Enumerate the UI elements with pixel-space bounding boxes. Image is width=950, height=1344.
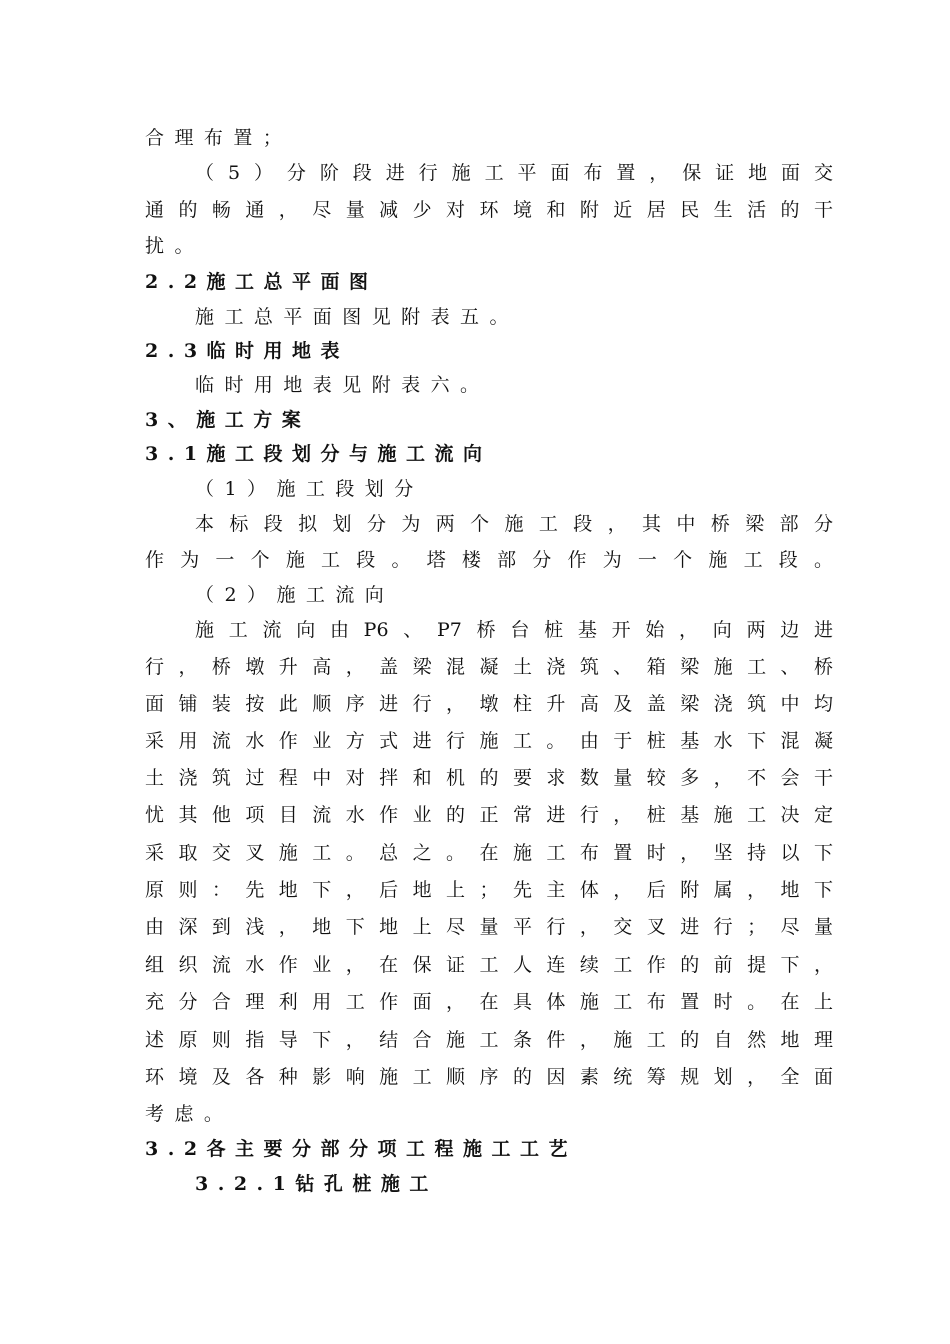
paragraph-line: 土浇筑过程中对拌和机的要求数量较多，不会干 bbox=[145, 767, 833, 789]
paragraph-line: 考虑。 bbox=[145, 1103, 234, 1125]
text-line: 合理布置； bbox=[145, 127, 293, 149]
paragraph-line: 采用流水作业方式进行施工。由于桩基水下混凝 bbox=[145, 730, 833, 752]
paragraph-line: 组织流水作业，在保证工人连续工作的前提下， bbox=[145, 954, 833, 976]
paragraph-line: 述原则指导下，结合施工条件，施工的自然地理 bbox=[145, 1029, 833, 1051]
paragraph-line: （5）分阶段进行施工平面布置，保证地面交 bbox=[195, 162, 833, 184]
paragraph-line: 充分合理利用工作面，在具体施工布置时。在上 bbox=[145, 991, 833, 1013]
paragraph-line: 通的畅通，尽量减少对环境和附近居民生活的干 bbox=[145, 199, 833, 221]
paragraph-line: 施工流向由P6、P7桥台桩基开始，向两边进 bbox=[195, 619, 833, 641]
section-heading: 3.2各主要分部分项工程施工工艺 bbox=[145, 1138, 578, 1160]
paragraph-line: 本标段拟划分为两个施工段，其中桥梁部分 bbox=[195, 513, 833, 535]
paragraph-line: 原则：先地下，后地上；先主体，后附属，地下 bbox=[145, 879, 833, 901]
chapter-heading: 3、施工方案 bbox=[145, 409, 311, 431]
paragraph-line: 施工总平面图见附表五。 bbox=[195, 306, 519, 328]
paragraph-line: 扰。 bbox=[145, 235, 204, 257]
paragraph-line: 环境及各种影响施工顺序的因素统筹规划，全面 bbox=[145, 1066, 833, 1088]
paragraph-line: 由深到浅，地下地上尽量平行，交叉进行；尽量 bbox=[145, 916, 833, 938]
paragraph-line: 临时用地表见附表六。 bbox=[195, 374, 490, 396]
paragraph-line: 面铺装按此顺序进行，墩柱升高及盖梁浇筑中均 bbox=[145, 693, 833, 715]
subsection-heading: （1）施工段划分 bbox=[195, 478, 424, 500]
subsection-heading: 3.2.1钻孔桩施工 bbox=[195, 1173, 438, 1195]
section-heading: 2.3临时用地表 bbox=[145, 340, 350, 362]
section-heading: 2.2施工总平面图 bbox=[145, 271, 378, 293]
section-heading: 3.1施工段划分与施工流向 bbox=[145, 443, 492, 465]
paragraph-line: 行，桥墩升高，盖梁混凝土浇筑、箱梁施工、桥 bbox=[145, 656, 833, 678]
subsection-heading: （2）施工流向 bbox=[195, 584, 395, 606]
paragraph-line: 作为一个施工段。塔楼部分作为一个施工段。 bbox=[145, 549, 833, 571]
paragraph-line: 采取交叉施工。总之。在施工布置时，坚持以下 bbox=[145, 842, 833, 864]
paragraph-line: 忧其他项目流水作业的正常进行，桩基施工决定 bbox=[145, 804, 833, 826]
